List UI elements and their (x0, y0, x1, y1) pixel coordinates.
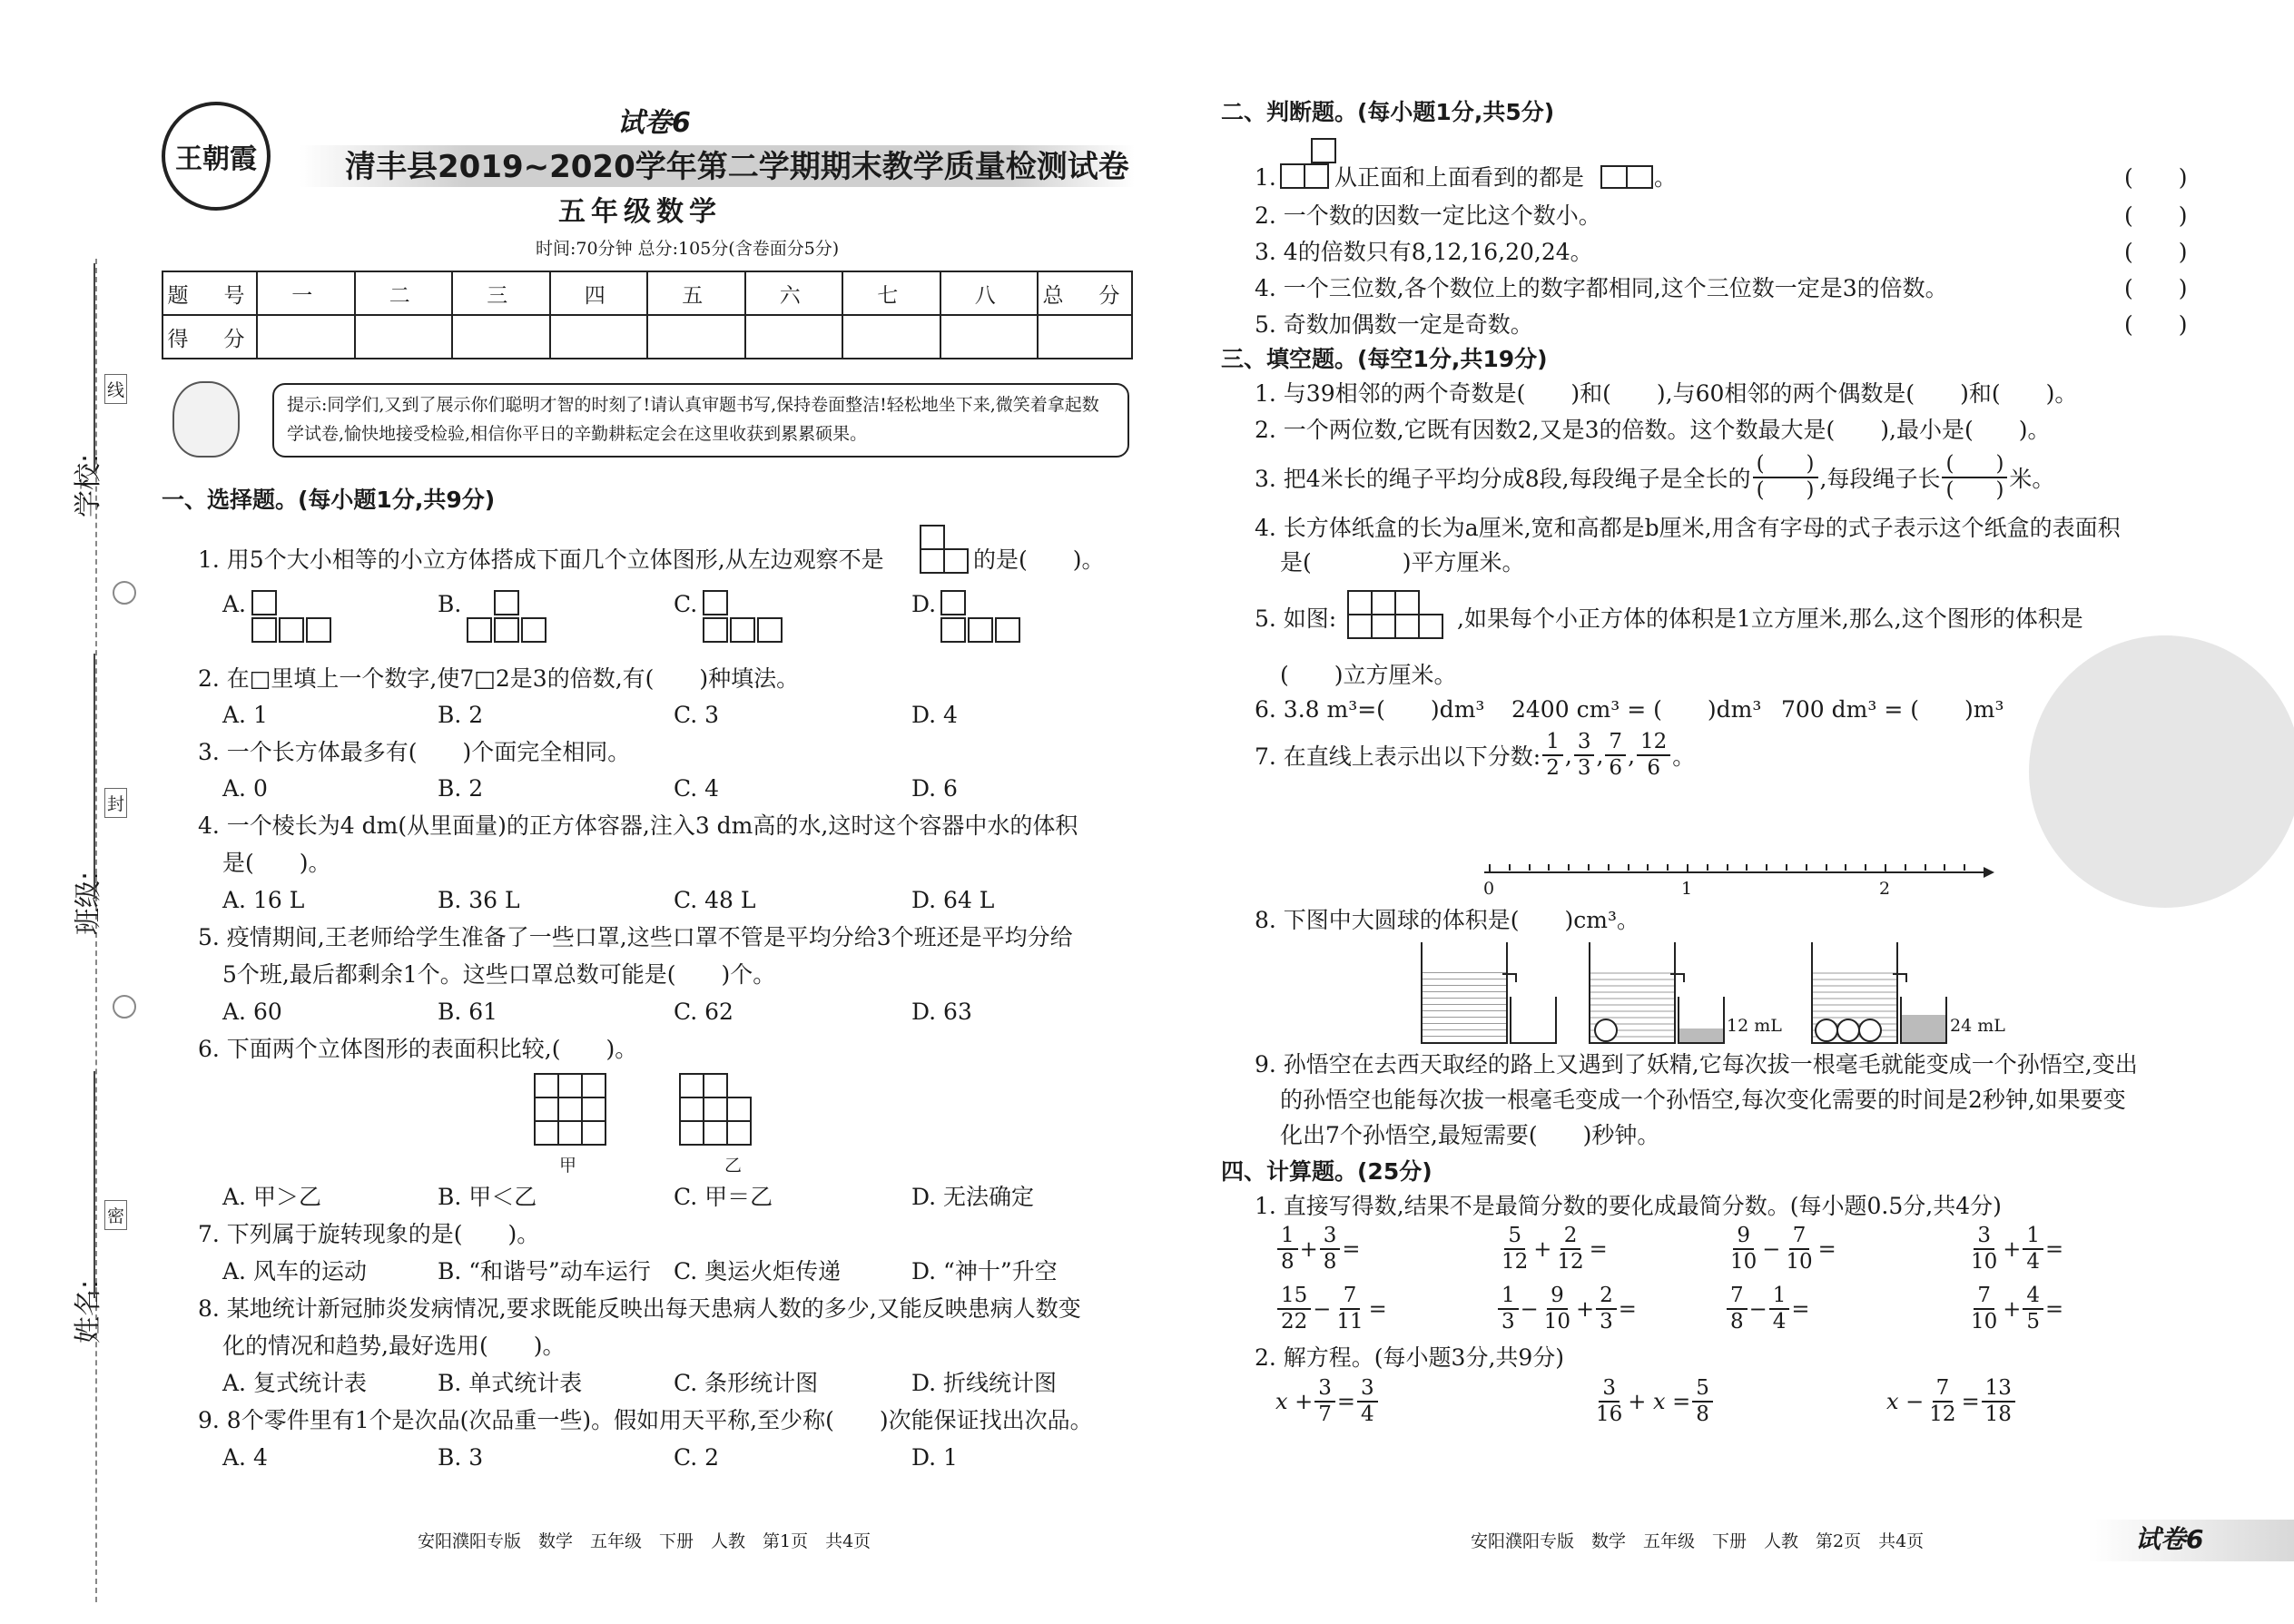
calc-2-3[interactable]: $\frac{7}{8}$ − $\frac{1}{4}$ = (1725, 1284, 1810, 1334)
f3-text-c: 米。 (2009, 466, 2055, 492)
q8-text: 8. 某地统计新冠肺炎发病情况,要求既能反映出每天患病人数的多少,又能反映患病人数变 (198, 1295, 1081, 1322)
score-cell[interactable] (745, 315, 843, 359)
q1-figure-c (701, 588, 792, 652)
q1-option-c[interactable]: C. (674, 591, 698, 617)
j1-number: 1. (1255, 164, 1276, 191)
q3-option-c[interactable]: C. 4 (674, 775, 720, 802)
score-cell[interactable] (1038, 315, 1132, 359)
f3-fraction-1[interactable]: $\frac{( )}{( )}$ (1753, 452, 1818, 503)
q5-text-2: 5个班,最后都剩余1个。这些口罩总数可能是( )个。 (222, 961, 776, 988)
f5-text-a: 5. 如图: (1255, 605, 1337, 632)
q7-option-c[interactable]: C. 奥运火炬传递 (674, 1258, 842, 1284)
number-line-tick (1944, 864, 1945, 871)
q5-text: 5. 疫情期间,王老师给学生准备了一些口罩,这些口罩不管是平均分给3个班还是平均分给 (198, 924, 1073, 950)
q6-option-b[interactable]: B. 甲＜乙 (438, 1184, 537, 1210)
q1-figure-a (250, 588, 340, 652)
score-cell[interactable] (647, 315, 745, 359)
brand-name: 王朝霞 (175, 143, 257, 175)
f9-text-3: 化出7个孙悟空,最短需要( )秒钟。 (1280, 1122, 1660, 1148)
tip-text: 提示:同学们,又到了展示你们聪明才智的时刻了!请认真审题书写,保持卷面整洁!轻松地坐下来,微笑着拿起数学试卷,愉快地接受检验,相信你平日的辛勤耕耘定会在这里收获到累累硕果。 (287, 395, 1099, 444)
q4-option-a[interactable]: A. 16 L (222, 887, 305, 913)
seal-mark-seal: 封 (104, 788, 127, 818)
number-line-label-1: 1 (1681, 879, 1693, 899)
calc-2-2[interactable]: $\frac{1}{3}$ − $\frac{9}{10}$ + $\frac{2}{3}$ = (1496, 1284, 1637, 1334)
score-cell[interactable] (550, 315, 648, 359)
q7-text: 7. 下列属于旋转现象的是( )。 (198, 1221, 540, 1247)
number-line-tick (1509, 864, 1511, 871)
f3-line (1255, 450, 2054, 505)
number-line-tick (1707, 864, 1708, 871)
f7-frac-1: $\frac{1}{2}$ (1542, 730, 1563, 781)
bee-mascot-icon (172, 381, 240, 458)
f7-line: 7. 在直线上表示出以下分数: $\frac{1}{2}$ , $\frac{3}{3}$ , $\frac{7}{6}$ , $\frac{12}{6}$ 。 (1255, 730, 1696, 780)
c1-text: 1. 直接写得数,结果不是最简分数的要化成最简分数。(每小题0.5分,共4分) (1255, 1193, 2002, 1219)
name-field[interactable] (94, 1071, 95, 1298)
f5-text-b: ,如果每个小正方体的体积是1立方厘米,那么,这个图形的体积是 (1457, 605, 2083, 632)
number-line-tick (1628, 864, 1629, 871)
f7-text: 7. 在直线上表示出以下分数: (1255, 743, 1541, 770)
score-header-8: 八 (940, 271, 1039, 315)
j4-answer[interactable]: ( ) (2124, 275, 2188, 301)
q6-figure-jia (534, 1073, 634, 1150)
exam-subtitle: 五年级数学 (558, 196, 722, 228)
number-line-tick (1845, 864, 1846, 871)
f5-text-c: ( )立方厘米。 (1280, 662, 1457, 688)
f4-text-2: 是( )平方厘米。 (1280, 549, 1525, 576)
school-field[interactable] (94, 263, 95, 472)
q2-option-b[interactable]: B. 2 (438, 702, 484, 728)
score-cell[interactable] (355, 315, 453, 359)
number-line-tick (1687, 864, 1689, 873)
f8-figure-3 (1811, 942, 1947, 1044)
footer-tag: 试卷6 (2135, 1524, 2204, 1554)
calc-1-4[interactable]: $\frac{3}{10}$ + $\frac{1}{4}$ = (1971, 1224, 2064, 1274)
calc-1-1[interactable]: $\frac{1}{8}$ + $\frac{3}{8}$ = (1275, 1224, 1361, 1275)
q8-option-b[interactable]: B. 单式统计表 (438, 1370, 583, 1396)
f3-text-a: 3. 把4米长的绳子平均分成8段,每段绳子是全长的 (1255, 466, 1751, 492)
class-label: 班级: (73, 871, 104, 935)
f4-text: 4. 长方体纸盒的长为a厘米,宽和高都是b厘米,用含有字母的式子表示这个纸盒的表面积 (1255, 515, 2121, 541)
q7-option-d[interactable]: D. “神十”升空 (911, 1258, 1058, 1284)
f7-frac-4: $\frac{12}{6}$ (1637, 730, 1670, 781)
q3-text: 3. 一个长方体最多有( )个面完全相同。 (198, 739, 631, 765)
q1-left-view-icon (920, 525, 970, 576)
number-line-label-0: 0 (1483, 879, 1495, 899)
q5-option-b[interactable]: B. 61 (438, 999, 498, 1025)
j1-two-squares-icon (1600, 165, 1653, 189)
score-header-6: 六 (745, 271, 843, 315)
school-label: 学校: (73, 453, 104, 517)
j1-end: 。 (1654, 164, 1678, 191)
f6-part-2: 2400 cm³ = ( )dm³ (1511, 696, 1762, 723)
j5-text: 5. 奇数加偶数一定是奇数。 (1255, 311, 1533, 338)
number-line-arrow-icon (1984, 867, 1994, 878)
q5-option-c[interactable]: C. 62 (674, 999, 733, 1025)
q6-option-a[interactable]: A. 甲＞乙 (222, 1184, 321, 1210)
q9-option-d[interactable]: D. 1 (911, 1444, 958, 1471)
q8-option-d[interactable]: D. 折线统计图 (911, 1370, 1058, 1396)
name-label: 姓名: (73, 1279, 104, 1343)
punch-hole-2 (113, 995, 136, 1019)
score-cell[interactable] (257, 315, 355, 359)
f7-frac-2: $\frac{3}{3}$ (1574, 730, 1595, 781)
left-footer: 安阳濮阳专版 数学 五年级 下册 人教 第1页 共4页 (418, 1531, 871, 1551)
q6-text: 6. 下面两个立体图形的表面积比较,( )。 (198, 1036, 638, 1062)
number-line-tick (1885, 864, 1886, 873)
number-line-tick (1489, 864, 1491, 873)
number-line-label-2: 2 (1879, 879, 1891, 899)
exam-title: 清丰县2019~2020学年第二学期期末教学质量检测试卷 (345, 149, 1129, 185)
score-header-total: 总 分 (1038, 271, 1132, 315)
number-line-tick (1826, 864, 1827, 871)
q8-option-c[interactable]: C. 条形统计图 (674, 1370, 819, 1396)
j4-text: 4. 一个三位数,各个数位上的数字都相同,这个三位数一定是3的倍数。 (1255, 275, 1948, 301)
score-header-5: 五 (647, 271, 745, 315)
watermark-seal (2029, 635, 2294, 908)
j1-answer[interactable]: ( ) (2124, 164, 2188, 191)
seal-mark-secret: 密 (104, 1200, 127, 1230)
number-line-tick (1766, 864, 1767, 871)
q4-text: 4. 一个棱长为4 dm(从里面量)的正方体容器,注入3 dm高的水,这时这个容器中水的体积 (198, 812, 1078, 839)
score-cell[interactable] (452, 315, 550, 359)
score-row-label: 得 分 (162, 315, 257, 359)
number-line-tick (1529, 864, 1531, 871)
number-line-tick (1964, 864, 1965, 871)
exam-info: 时间:70分钟 总分:105分(含卷面分5分) (536, 239, 840, 259)
calc-2-1[interactable]: $\frac{15}{22}$ − $\frac{7}{11}$ = (1275, 1284, 1387, 1334)
q2-text: 2. 在□里填上一个数字,使7□2是3的倍数,有( )种填法。 (198, 665, 800, 692)
f5-figure (1345, 588, 1454, 650)
number-line-tick (1667, 864, 1669, 871)
q1-option-a[interactable]: A. (222, 591, 247, 617)
score-header-7: 七 (842, 271, 940, 315)
seal-mark-line: 线 (104, 374, 127, 404)
class-field[interactable] (94, 654, 95, 899)
f8-figure-2 (1589, 942, 1725, 1044)
score-cell[interactable] (940, 315, 1039, 359)
j2-answer[interactable]: ( ) (2124, 202, 2188, 229)
j3-text: 3. 4的倍数只有8,12,16,20,24。 (1255, 239, 1593, 265)
q3-option-d[interactable]: D. 6 (911, 775, 958, 802)
score-header-1: 一 (257, 271, 355, 315)
q4-option-b[interactable]: B. 36 L (438, 887, 520, 913)
f8-text: 8. 下图中大圆球的体积是( )cm³。 (1255, 907, 1640, 933)
score-header-2: 二 (355, 271, 453, 315)
f6-part-3: 700 dm³ = ( )m³ (1781, 696, 2004, 723)
score-header-label: 题 号 (162, 271, 257, 315)
number-line-tick (1806, 864, 1807, 871)
f9-text: 9. 孙悟空在去西天取经的路上又遇到了妖精,它每次拔一根毫毛就能变成一个孙悟空,变出 (1255, 1051, 2138, 1078)
q6-option-d[interactable]: D. 无法确定 (911, 1184, 1035, 1210)
f3-text-b: ,每段绳子长 (1819, 466, 1941, 492)
number-line-tick (1568, 864, 1570, 871)
q2-option-d[interactable]: D. 4 (911, 702, 958, 728)
f9-text-2: 的孙悟空也能每次拔一根毫毛变成一个孙悟空,每次变化需要的时间是2秒钟,如果要变 (1280, 1087, 2126, 1113)
f8-label-12ml: 12 mL (1727, 1016, 1782, 1036)
punch-hole-1 (113, 581, 136, 605)
number-line-tick (1786, 864, 1787, 871)
j1-text: 从正面和上面看到的都是 (1334, 164, 1585, 191)
calc-1-2[interactable]: $\frac{5}{12}$ + $\frac{2}{12}$ = (1501, 1224, 1608, 1274)
c2-text: 2. 解方程。(每小题3分,共9分) (1255, 1344, 1565, 1371)
score-table (162, 271, 1133, 359)
series-tag: 试卷6 (617, 107, 691, 139)
score-header-3: 三 (452, 271, 550, 315)
q9-option-a[interactable]: A. 4 (222, 1444, 268, 1471)
q7-option-b[interactable]: B. “和谐号”动车运行 (438, 1258, 651, 1284)
q8-text-2: 化的情况和趋势,最好选用( )。 (222, 1333, 566, 1359)
number-line-tick (1925, 864, 1926, 871)
q1-text-b: 的是( )。 (973, 546, 1105, 573)
q1-text-a: 1. 用5个大小相等的小立方体搭成下面几个立体图形,从左边观察不是 (198, 546, 884, 573)
number-line-tick (1647, 864, 1649, 871)
section-4-title: 四、计算题。(25分) (1221, 1158, 1433, 1185)
equation-2[interactable]: $\frac{3}{16}$ + x = $\frac{5}{8}$ (1590, 1376, 1715, 1427)
q1-figure-b (465, 588, 556, 652)
q6-option-c[interactable]: C. 甲＝乙 (674, 1184, 773, 1210)
f3-fraction-2[interactable]: $\frac{( )}{( )}$ (1942, 452, 2007, 503)
score-header-4: 四 (550, 271, 648, 315)
q4-option-d[interactable]: D. 64 L (911, 887, 995, 913)
j2-text: 2. 一个数的因数一定比这个数小。 (1255, 202, 1601, 229)
right-footer: 安阳濮阳专版 数学 五年级 下册 人教 第2页 共4页 (1471, 1531, 1925, 1551)
number-line-tick (1548, 864, 1550, 871)
q2-option-c[interactable]: C. 3 (674, 702, 720, 728)
brand-logo (162, 102, 271, 211)
q7-option-a[interactable]: A. 风车的运动 (222, 1258, 367, 1284)
equation-3[interactable]: x − $\frac{7}{12}$ = $\frac{13}{18}$ (1886, 1376, 2017, 1427)
f8-figure-1 (1421, 942, 1557, 1044)
tip-bubble (272, 383, 1129, 458)
score-cell[interactable] (842, 315, 940, 359)
q5-option-d[interactable]: D. 63 (911, 999, 972, 1025)
number-line-tick (1608, 864, 1610, 871)
number-line-ticks[interactable] (1489, 864, 1979, 873)
j5-answer[interactable]: ( ) (2124, 311, 2188, 338)
q5-option-a[interactable]: A. 60 (222, 999, 282, 1025)
f1-text: 1. 与39相邻的两个奇数是( )和( ),与60相邻的两个偶数是( )和( )。 (1255, 380, 2078, 407)
number-line-tick (1588, 864, 1590, 871)
section-3-title: 三、填空题。(每空1分,共19分) (1221, 346, 1548, 372)
q1-figure-d (939, 588, 1029, 652)
q2-option-a[interactable]: A. 1 (222, 702, 268, 728)
calc-1-3[interactable]: $\frac{9}{10}$ − $\frac{7}{10}$ = (1730, 1224, 1836, 1274)
q4-text-2: 是( )。 (222, 850, 331, 876)
number-line-tick (1905, 864, 1906, 871)
f6-part-1: 6. 3.8 m³=( )dm³ (1255, 696, 1485, 723)
q9-option-b[interactable]: B. 3 (438, 1444, 484, 1471)
q3-option-b[interactable]: B. 2 (438, 775, 484, 802)
q1-option-b[interactable]: B. (438, 591, 462, 617)
f7-frac-3: $\frac{7}{6}$ (1605, 730, 1626, 781)
f8-label-24ml: 24 mL (1950, 1016, 2005, 1036)
q9-text: 9. 8个零件里有1个是次品(次品重一些)。假如用天平称,至少称( )次能保证找出次品。 (198, 1407, 1093, 1433)
section-2-title: 二、判断题。(每小题1分,共5分) (1221, 99, 1555, 125)
equation-1[interactable]: x + $\frac{3}{7}$ = $\frac{3}{4}$ (1275, 1376, 1380, 1427)
q3-option-a[interactable]: A. 0 (222, 775, 268, 802)
number-line-tick (1746, 864, 1748, 871)
q4-option-c[interactable]: C. 48 L (674, 887, 756, 913)
calc-2-4[interactable]: $\frac{7}{10}$ + $\frac{4}{5}$ = (1971, 1284, 2064, 1334)
section-1-title: 一、选择题。(每小题1分,共9分) (162, 487, 496, 513)
q1-option-d[interactable]: D. (911, 591, 937, 617)
f2-text: 2. 一个两位数,它既有因数2,又是3的倍数。这个数最大是( ),最小是( )。 (1255, 417, 2051, 443)
q6-label-jia: 甲 (559, 1156, 577, 1176)
j3-answer[interactable]: ( ) (2124, 239, 2188, 265)
number-line-tick (1727, 864, 1728, 871)
q8-option-a[interactable]: A. 复式统计表 (222, 1370, 367, 1396)
q6-label-yi: 乙 (724, 1156, 743, 1176)
q9-option-c[interactable]: C. 2 (674, 1444, 720, 1471)
q6-figure-yi (679, 1073, 779, 1150)
number-line-tick (1865, 864, 1866, 871)
